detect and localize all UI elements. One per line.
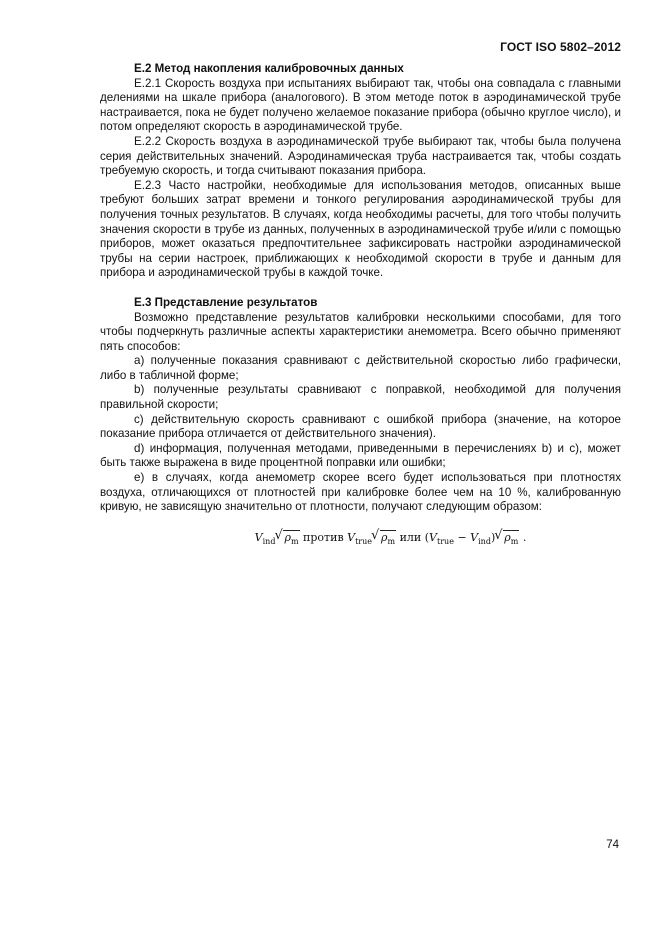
formula-v-3: V [429, 530, 437, 544]
page-content [100, 62, 621, 549]
formula-sub-true-2: true [437, 536, 454, 546]
list-item-d: d) информация, полученная методами, приведенными в перечислениях b) и с), может быть также выражена в виде процентной поправки или ошибки; [100, 441, 621, 470]
section-e3-heading: Е.3 Представление результатов [134, 295, 318, 309]
paragraph-e2-3: Е.2.3 Часто настройки, необходимые для использования методов, описанных выше требуют больших затрат времени и тонкого регулирования аэродинамической трубы для получения точных результатов. В случаях, когда необходимы расчеты, для того чтобы получить значения скорости в трубе из данных, полученных в аэродинамической трубе и/или с помощью приборов, может оказаться предпочтительнее зафиксировать настройки аэродинамической трубы на серии настроек, приближающих к необходимой скорости в трубе и данным для прибора и аэродинамической трубы в каждой точке. [100, 178, 621, 280]
formula-lparen: ( [424, 530, 430, 544]
formula-end: . [522, 530, 527, 544]
formula-v-2: V [347, 530, 356, 544]
section-gap [100, 281, 621, 296]
formula-sub-ind: ind [262, 536, 276, 546]
density-formula [100, 531, 621, 550]
list-item-b: b) полученные результаты сравнивают с поправкой, необходимой для получения правильной скорости; [100, 383, 621, 412]
sqrt-rho-m [275, 531, 299, 550]
formula-sub-m-3: m [510, 536, 519, 546]
formula-sub-true: true [355, 536, 373, 546]
formula-sub-m: m [290, 536, 299, 546]
list-item-c: с) действительную скорость сравнивают с ошибкой прибора (значение, на которое показание прибора отличается от действительного значения). [100, 412, 621, 441]
sqrt-rho-m-3 [495, 531, 519, 550]
formula-versus: против [303, 530, 344, 544]
paragraph-e2-2: Е.2.2 Скорость воздуха в аэродинамической трубе выбирают так, чтобы была получена серия действительных значений. Аэродинамическая труба настраивается так, чтобы создать требуемую скорость, и тогда считывают показания прибора. [100, 134, 621, 178]
formula-v: V [254, 530, 263, 544]
formula-or: или [399, 530, 422, 544]
formula-rho-2: ρ [381, 530, 388, 544]
list-item-a: а) полученные показания сравнивают с действительной скоростью либо графически, либо в табличной форме; [100, 354, 621, 382]
page-number: 74 [606, 839, 619, 851]
formula-rparen: ) [490, 530, 496, 544]
paragraph-e2-1: Е.2.1 Скорость воздуха при испытаниях выбирают так, чтобы она совпадала с главными делениями на шкале прибора (аналогового). В этом методе поток в аэродинамической трубе настраивается, пока не будет получено желаемое показание прибора (обычно круглое число), и потом определяют скорость в аэродинамической трубе. [100, 76, 621, 134]
formula-sub-ind-2: ind [478, 536, 491, 546]
sqrt-rho-m-2 [372, 531, 396, 550]
formula-rho-3: ρ [504, 530, 511, 544]
formula-v-4: V [470, 530, 479, 544]
list-item-e: е) в случаях, когда анемометр скорее всего будет использоваться при плотностях воздуха, отличающихся от плотностей при калибровке более чем на 10 %, калиброванную кривую, не зависящую значительно от плотности, получают следующим образом: [100, 471, 621, 514]
standard-header: ГОСТ ISO 5802–2012 [500, 40, 621, 54]
formula-minus: − [457, 530, 467, 544]
formula-rho: ρ [284, 530, 291, 544]
paragraph-e3-intro: Возможно представление результатов калибровки несколькими способами, для того чтобы подчеркнуть различные аспекты характеристики анемометра. Всего обычно применяют пять способов: [100, 310, 621, 353]
formula-sub-m-2: m [387, 536, 396, 546]
section-e2-heading: Е.2 Метод накопления калибровочных данных [134, 62, 404, 75]
